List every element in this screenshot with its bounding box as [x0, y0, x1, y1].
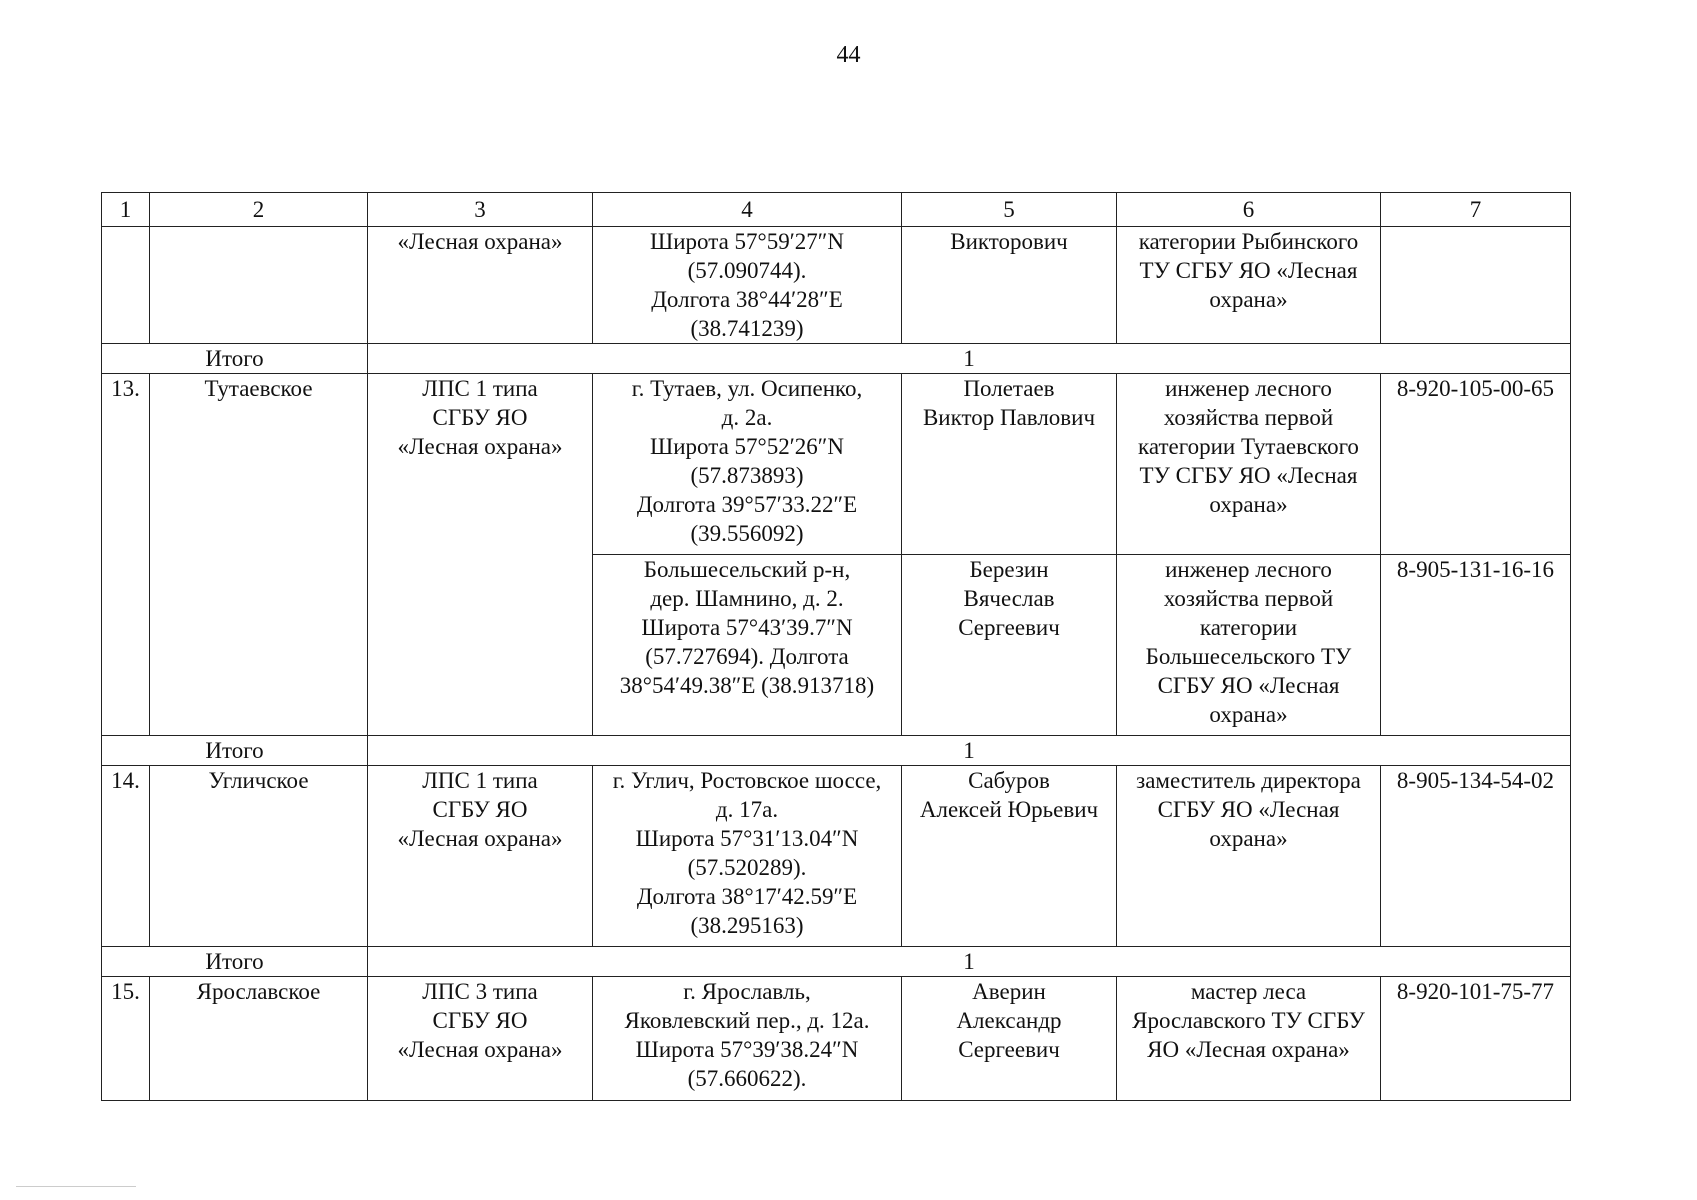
- table-row: [102, 766, 1571, 947]
- station-address: г. Углич, Ростовское шоссе, д. 17а. Широта 57°31′13.04″N (57.520289). Долгота 38°17′42.59″E (38.295163): [593, 766, 902, 947]
- total-row: [102, 947, 1571, 977]
- cell-person: Викторович: [902, 227, 1117, 344]
- col-header-3: 3: [368, 193, 593, 227]
- row-number: 15.: [102, 977, 150, 1101]
- responsible-person: Сабуров Алексей Юрьевич: [902, 766, 1117, 947]
- cell-address: Широта 57°59′27″N (57.090744). Долгота 38°44′28″E (38.741239): [593, 227, 902, 344]
- col-header-6: 6: [1117, 193, 1381, 227]
- district-name: Тутаевское: [150, 374, 368, 736]
- person-position: инженер лесного хозяйства первой категории Тутаевского ТУ СГБУ ЯО «Лесная охрана»: [1117, 374, 1381, 555]
- cell-num: [102, 227, 150, 344]
- person-position: инженер лесного хозяйства первой категории Большесельского ТУ СГБУ ЯО «Лесная охрана»: [1117, 555, 1381, 736]
- station-type: ЛПС 1 типа СГБУ ЯО «Лесная охрана»: [368, 374, 593, 736]
- cell-type: «Лесная охрана»: [368, 227, 593, 344]
- district-name: Ярославское: [150, 977, 368, 1101]
- col-header-4: 4: [593, 193, 902, 227]
- page-number: 44: [836, 42, 861, 68]
- cell-name: [150, 227, 368, 344]
- col-header-1: 1: [102, 193, 150, 227]
- col-header-7: 7: [1381, 193, 1571, 227]
- responsible-person: Аверин Александр Сергеевич: [902, 977, 1117, 1101]
- total-label: Итого: [102, 947, 368, 977]
- forest-units-table: [101, 192, 1571, 1101]
- phone-number: 8-920-105-00-65: [1381, 374, 1571, 555]
- responsible-person: Березин Вячеслав Сергеевич: [902, 555, 1117, 736]
- cell-position: категории Рыбинского ТУ СГБУ ЯО «Лесная охрана»: [1117, 227, 1381, 344]
- total-value: 1: [368, 947, 1571, 977]
- station-address: Большесельский р-н, дер. Шамнино, д. 2. Широта 57°43′39.7″N (57.727694). Долгота 38°54′49.38″E (38.913718): [593, 555, 902, 736]
- table-row: [102, 374, 1571, 555]
- district-name: Угличское: [150, 766, 368, 947]
- phone-number: 8-920-101-75-77: [1381, 977, 1571, 1101]
- phone-number: 8-905-134-54-02: [1381, 766, 1571, 947]
- total-value: 1: [368, 344, 1571, 374]
- station-address: г. Ярославль, Яковлевский пер., д. 12а. Широта 57°39′38.24″N (57.660622).: [593, 977, 902, 1101]
- column-number-row: [102, 193, 1571, 227]
- col-header-5: 5: [902, 193, 1117, 227]
- row-number: 13.: [102, 374, 150, 736]
- cell-phone: [1381, 227, 1571, 344]
- phone-number: 8-905-131-16-16: [1381, 555, 1571, 736]
- table-row: [102, 977, 1571, 1101]
- scan-edge-mark: [16, 1186, 136, 1187]
- row-number: 14.: [102, 766, 150, 947]
- total-row: [102, 344, 1571, 374]
- station-address: г. Тутаев, ул. Осипенко, д. 2а. Широта 57°52′26″N (57.873893) Долгота 39°57′33.22″E (39.556092): [593, 374, 902, 555]
- responsible-person: Полетаев Виктор Павлович: [902, 374, 1117, 555]
- total-row: [102, 736, 1571, 766]
- person-position: заместитель директора СГБУ ЯО «Лесная охрана»: [1117, 766, 1381, 947]
- total-label: Итого: [102, 736, 368, 766]
- total-value: 1: [368, 736, 1571, 766]
- station-type: ЛПС 3 типа СГБУ ЯО «Лесная охрана»: [368, 977, 593, 1101]
- col-header-2: 2: [150, 193, 368, 227]
- person-position: мастер леса Ярославского ТУ СГБУ ЯО «Лесная охрана»: [1117, 977, 1381, 1101]
- station-type: ЛПС 1 типа СГБУ ЯО «Лесная охрана»: [368, 766, 593, 947]
- total-label: Итого: [102, 344, 368, 374]
- continuation-row: [102, 227, 1571, 344]
